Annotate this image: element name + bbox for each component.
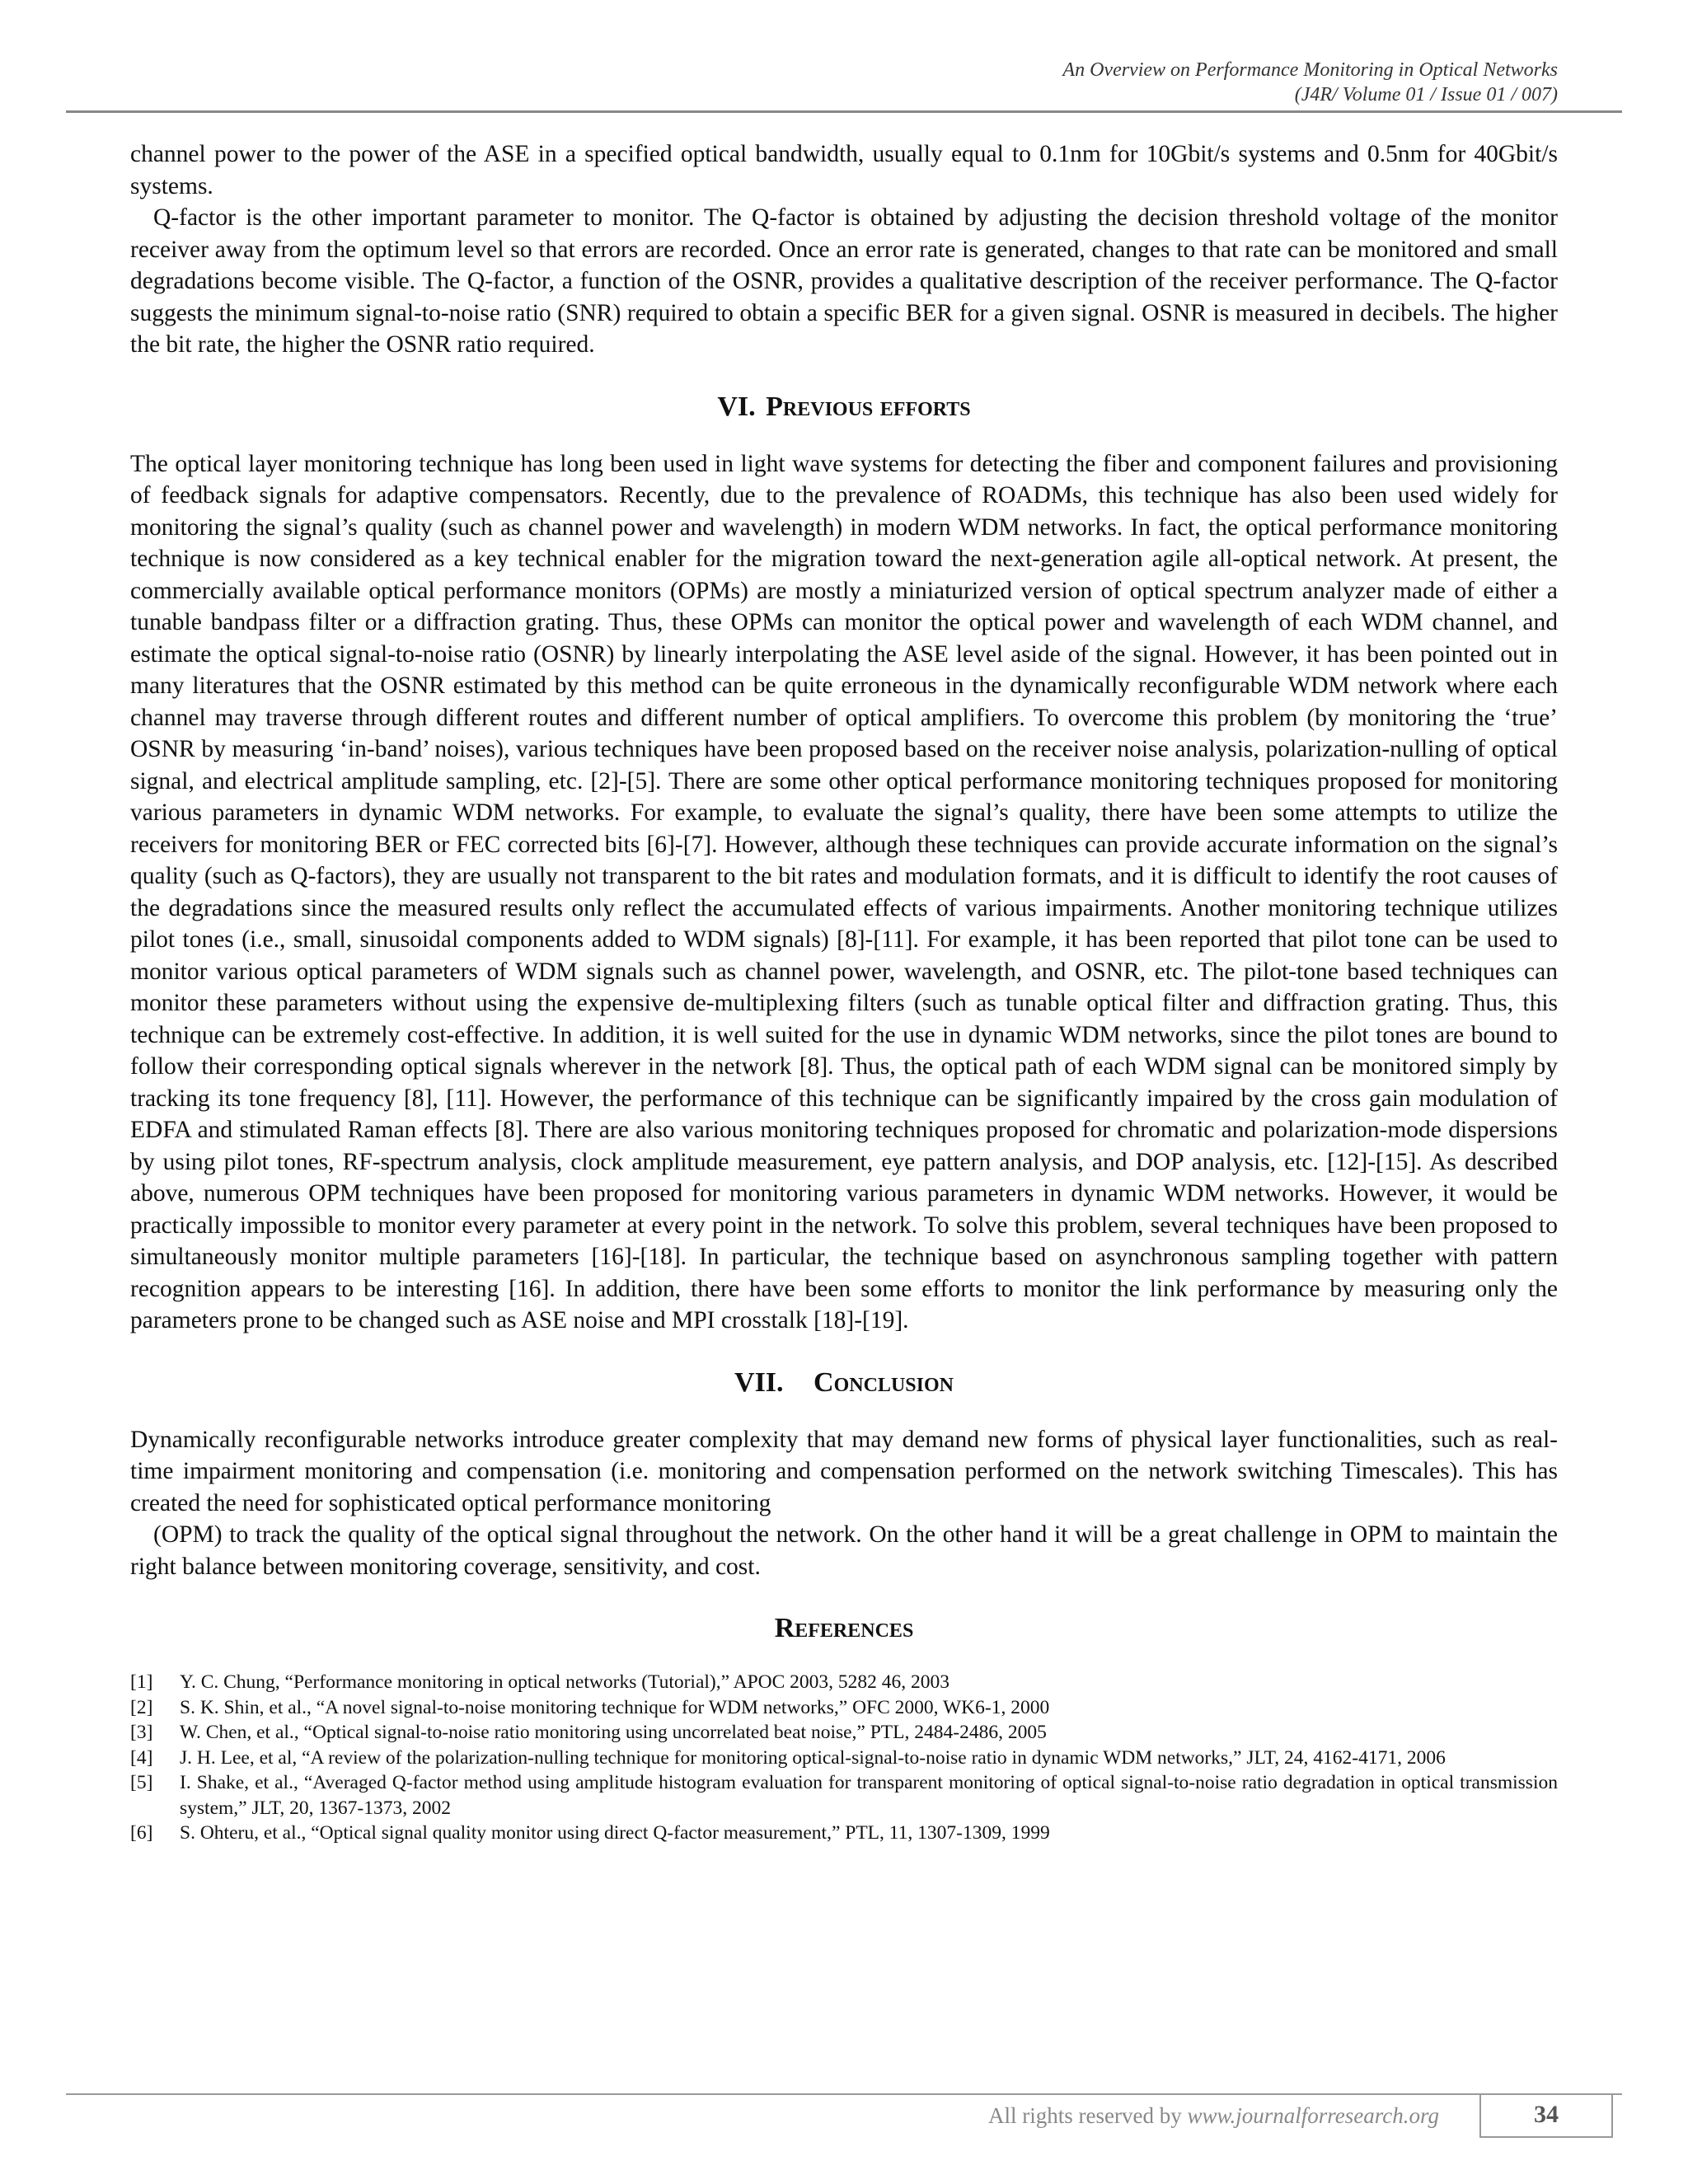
reference-number: [1]	[130, 1671, 153, 1693]
reference-number: [3]	[130, 1722, 153, 1743]
section-title: Conclusion	[814, 1366, 954, 1398]
intro-paragraph-1: channel power to the power of the ASE in a specified optical bandwidth, usually equal to 0.1nm for 10Gbit/s systems and 0.5nm for 40Gbit/s systems.	[130, 141, 1558, 199]
header-issue: (J4R/ Volume 01 / Issue 01 / 007)	[1294, 84, 1558, 105]
references-title: References	[774, 1613, 914, 1643]
reference-item	[130, 1720, 1558, 1746]
section-number: VI.	[717, 391, 756, 422]
reference-text: Y. C. Chung, “Performance monitoring in optical networks (Tutorial),” APOC 2003, 5282 46, 2003	[180, 1671, 950, 1693]
reference-number: [6]	[130, 1822, 153, 1844]
reference-list	[130, 1670, 1558, 1846]
reference-text: W. Chen, et al., “Optical signal-to-noise ratio monitoring using uncorrelated beat noise,” PTL, 2484-2486, 2005	[180, 1722, 1047, 1743]
conclusion-paragraph-2: (OPM) to track the quality of the optical signal throughout the network. On the other hand it will be a great challenge in OPM to maintain the right balance between monitoring coverage, sensitivity, and cost.	[130, 1521, 1558, 1580]
section-heading-previous-efforts	[130, 391, 1558, 424]
reference-number: [4]	[130, 1746, 153, 1769]
reference-number: [5]	[130, 1772, 153, 1793]
reference-item	[130, 1770, 1558, 1821]
reference-text: J. H. Lee, et al, “A review of the polarization-nulling technique for monitoring optical-signal-to-noise ratio in dynamic WDM networks,” JLT, 24, 4162-4171, 2006	[180, 1746, 1446, 1769]
reference-item	[130, 1746, 1558, 1771]
reference-number: [2]	[130, 1696, 153, 1718]
footer-rights	[988, 2103, 1439, 2129]
reference-text: S. Ohteru, et al., “Optical signal quality monitor using direct Q-factor measurement,” PTL, 11, 1307-1309, 1999	[180, 1822, 1050, 1844]
section-number: VII.	[734, 1366, 784, 1398]
page-number-box	[1479, 2093, 1613, 2138]
section-heading-conclusion	[130, 1366, 1558, 1399]
reference-text: S. K. Shin, et al., “A novel signal-to-noise monitoring technique for WDM networks,” OFC 2000, WK6-1, 2000	[180, 1696, 1050, 1718]
page-content	[130, 138, 1558, 1846]
reference-item	[130, 1695, 1558, 1721]
previous-efforts-paragraph: The optical layer monitoring technique has long been used in light wave systems for detecting the fiber and component failures and provisioning of feedback signals for adaptive compensators. Recently, due to the prevalence of ROADMs, this technique has also been used widely for monitoring the signal’s quality (such as channel power and wavelength) in modern WDM networks. In fact, the optical performance monitoring technique is now considered as a key technical enabler for the migration toward the next-generation agile all-optical network. At present, the commercially available optical performance monitors (OPMs) are mostly a miniaturized version of optical spectrum analyzer made of either a tunable bandpass filter or a diffraction grating. Thus, these OPMs can monitor the optical power and wavelength of each WDM channel, and estimate the optical signal-to-noise ratio (OSNR) by linearly interpolating the ASE level aside of the signal. However, it has been pointed out in many literatures that the OSNR estimated by this method can be quite erroneous in the dynamically reconfigurable WDM network where each channel may traverse through different routes and different number of optical amplifiers. To overcome this problem (by monitoring the ‘true’ OSNR by measuring ‘in-band’ noises), various techniques have been proposed based on the receiver noise analysis, polarization-nulling of optical signal, and electrical amplitude sampling, etc. [2]-[5]. There are some other optical performance monitoring techniques proposed for monitoring various parameters in dynamic WDM networks. For example, to evaluate the signal’s quality, there have been some attempts to utilize the receivers for monitoring BER or FEC corrected bits [6]-[7]. However, although these techniques can provide accurate information on the signal’s quality (such as Q-factors), they are usually not transparent to the bit rates and modulation formats, and it is difficult to identify the root causes of the degradations since the measured results only reflect the accumulated effects of various impairments. Another monitoring technique utilizes pilot tones (i.e., small, sinusoidal components added to WDM signals) [8]-[11]. For example, it has been reported that pilot tone can be used to monitor various optical parameters of WDM signals such as channel power, wavelength, and OSNR, etc. The pilot-tone based techniques can monitor these parameters without using the expensive de-multiplexing filters (such as tunable optical filter and diffraction grating. Thus, this technique can be extremely cost-effective. In addition, it is well suited for the use in dynamic WDM networks, since the pilot tones are bound to follow their corresponding optical signals wherever in the network [8]. Thus, the optical path of each WDM signal can be monitored simply by tracking its tone frequency [8], [11]. However, the performance of this technique can be significantly impaired by the cross gain modulation of EDFA and stimulated Raman effects [8]. There are also various monitoring techniques proposed for chromatic and polarization-mode dispersions by using pilot tones, RF-spectrum analysis, clock amplitude measurement, eye pattern analysis, and DOP analysis, etc. [12]-[15]. As described above, numerous OPM techniques have been proposed for monitoring various parameters in dynamic WDM networks. However, it would be practically impossible to monitor every parameter at every point in the network. To solve this problem, several techniques have been proposed to simultaneously monitor multiple parameters [16]-[18]. In particular, the technique based on asynchronous sampling together with pattern recognition appears to be interesting [16]. In addition, there have been some efforts to monitor the link performance by measuring only the parameters prone to be changed such as ASE noise and MPI crosstalk [18]-[19].	[130, 450, 1558, 1333]
header-rule	[66, 110, 1622, 113]
conclusion-paragraph-1: Dynamically reconfigurable networks introduce greater complexity that may demand new forms of physical layer functionalities, such as real-time impairment monitoring and compensation (i.e. monitoring and compensation performed on the network switching Timescales). This has created the need for sophisticated optical performance monitoring	[130, 1426, 1558, 1516]
page-number: 34	[1534, 2101, 1559, 2128]
footer-url-link[interactable]: www.journalforresearch.org	[1187, 2103, 1439, 2128]
references-heading	[130, 1612, 1558, 1645]
reference-item	[130, 1821, 1558, 1846]
running-header	[130, 58, 1558, 107]
section-title: Previous efforts	[766, 391, 971, 422]
intro-paragraph-2: Q-factor is the other important parameter to monitor. The Q-factor is obtained by adjusting the decision threshold voltage of the monitor receiver away from the optimum level so that errors are recorded. Once an error rate is generated, changes to that rate can be monitored and small degradations become visible. The Q-factor, a function of the OSNR, provides a qualitative description of the receiver performance. The Q-factor suggests the minimum signal-to-noise ratio (SNR) required to obtain a specific BER for a given signal. OSNR is measured in decibels. The higher the bit rate, the higher the OSNR ratio required.	[130, 204, 1558, 358]
reference-item	[130, 1670, 1558, 1695]
header-title: An Overview on Performance Monitoring in Optical Networks	[1062, 59, 1558, 81]
reference-text: I. Shake, et al., “Averaged Q-factor method using amplitude histogram evaluation for transparent monitoring of optical signal-to-noise ratio degradation in optical transmission system,” JLT, 20, 1367-1373, 2002	[180, 1772, 1558, 1819]
footer-rights-text: All rights reserved by	[988, 2103, 1188, 2128]
footer-rule	[66, 2093, 1622, 2095]
